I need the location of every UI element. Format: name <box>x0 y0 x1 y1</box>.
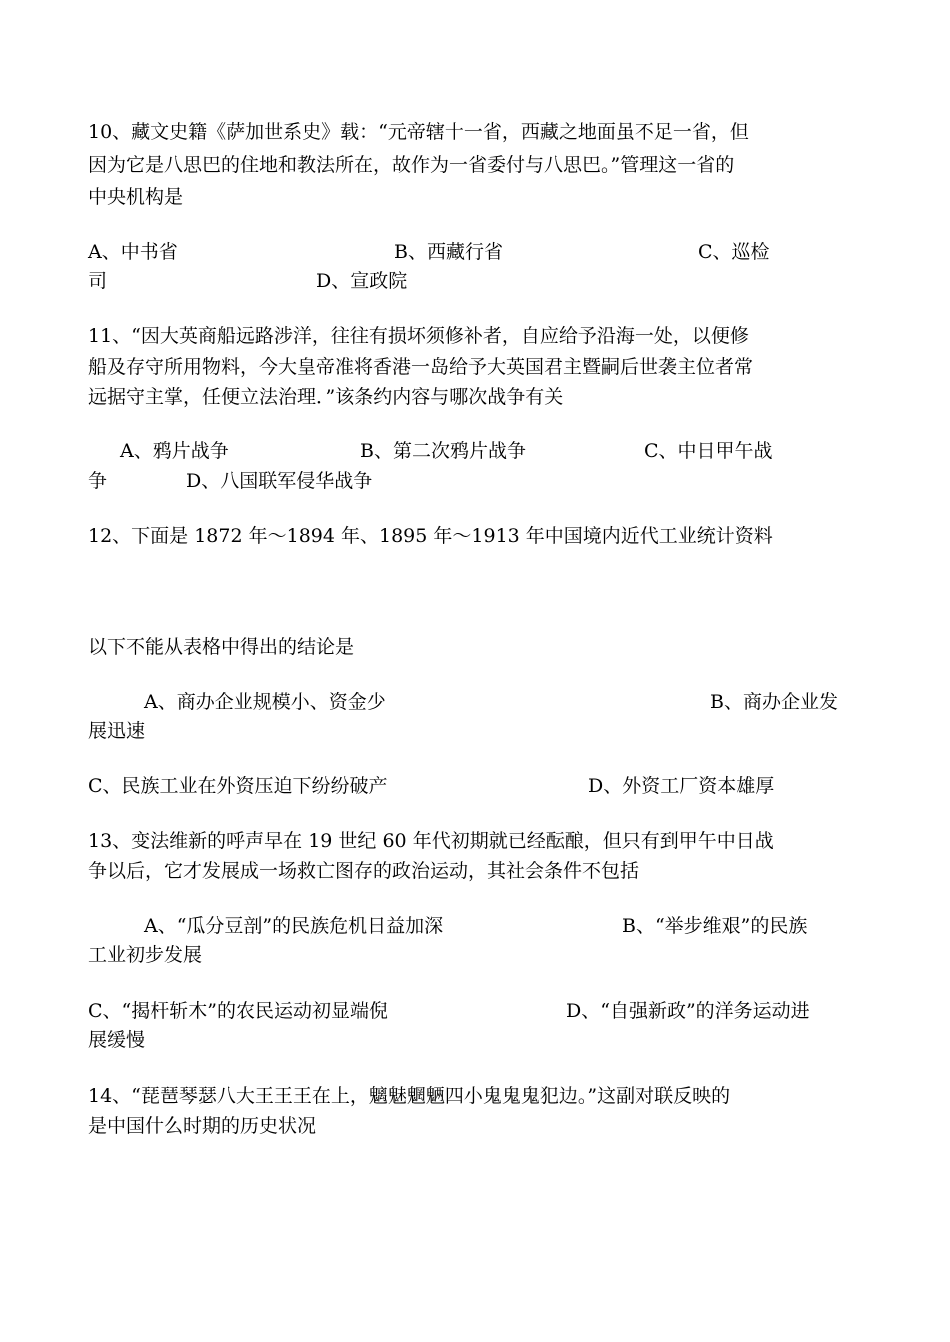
q10-option-a: A、中书省 <box>88 241 178 263</box>
q10-option-c-continued: 司 <box>88 270 108 292</box>
q13-stem-line-1: 13、变法维新的呼声早在 19 世纪 60 年代初期就已经酝酿，但只有到甲午中日战 <box>88 830 774 852</box>
q12-option-d: D、外资工厂资本雄厚 <box>588 775 775 797</box>
q11-stem-line-1: 11、“因大英商船远路涉洋，往往有损坏须修补者，自应给予沿海一处，以便修 <box>88 325 749 347</box>
q11-stem-line-2: 船及存守所用物料，今大皇帝准将香港一岛给予大英国君主暨嗣后世袭主位者常 <box>88 356 754 378</box>
q10-option-b: B、西藏行省 <box>394 241 503 263</box>
q10-stem-line-3: 中央机构是 <box>88 186 184 208</box>
q10-stem-line-1: 10、藏文史籍《萨加世系史》载：“元帝辖十一省，西藏之地面虽不足一省，但 <box>88 121 749 143</box>
q13-option-d-continued: 展缓慢 <box>88 1029 146 1051</box>
q13-stem-line-2: 争以后，它才发展成一场救亡图存的政治运动，其社会条件不包括 <box>88 860 640 882</box>
q13-option-c: C、“揭杆斩木”的农民运动初显端倪 <box>88 1000 388 1022</box>
q14-stem-line-2: 是中国什么时期的历史状况 <box>88 1115 317 1137</box>
q12-stem-line-1: 12、下面是 1872 年～1894 年、1895 年～1913 年中国境内近代工业统计资料 <box>88 525 773 547</box>
q11-option-c: C、中日甲午战 <box>644 440 773 462</box>
q13-option-b: B、“举步维艰”的民族 <box>622 915 808 937</box>
q14-stem-line-1: 14、“琵琶琴瑟八大王王王在上，魑魅魍魉四小鬼鬼鬼犯边。”这副对联反映的 <box>88 1085 731 1107</box>
q11-option-d: D、八国联军侵华战争 <box>186 470 373 492</box>
q12-prompt: 以下不能从表格中得出的结论是 <box>88 636 355 658</box>
q10-option-d: D、宣政院 <box>316 270 408 292</box>
q10-option-c: C、巡检 <box>698 241 770 263</box>
q10-stem-line-2: 因为它是八思巴的住地和教法所在，故作为一省委付与八思巴。”管理这一省的 <box>88 154 735 176</box>
q12-option-b: B、商办企业发 <box>710 691 838 713</box>
q12-option-b-continued: 展迅速 <box>88 720 146 742</box>
q11-option-a: A、鸦片战争 <box>120 440 229 462</box>
q13-option-b-continued: 工业初步发展 <box>88 944 203 966</box>
q12-option-a: A、商办企业规模小、资金少 <box>144 691 386 713</box>
q13-option-a: A、“瓜分豆剖”的民族危机日益加深 <box>144 915 444 937</box>
q11-option-b: B、第二次鸦片战争 <box>360 440 526 462</box>
q13-option-d: D、“自强新政”的洋务运动进 <box>566 1000 810 1022</box>
q11-stem-line-3: 远据守主掌，任便立法治理．”该条约内容与哪次战争有关 <box>88 386 564 408</box>
q11-option-c-continued: 争 <box>88 470 108 492</box>
q12-option-c: C、民族工业在外资压迫下纷纷破产 <box>88 775 388 797</box>
